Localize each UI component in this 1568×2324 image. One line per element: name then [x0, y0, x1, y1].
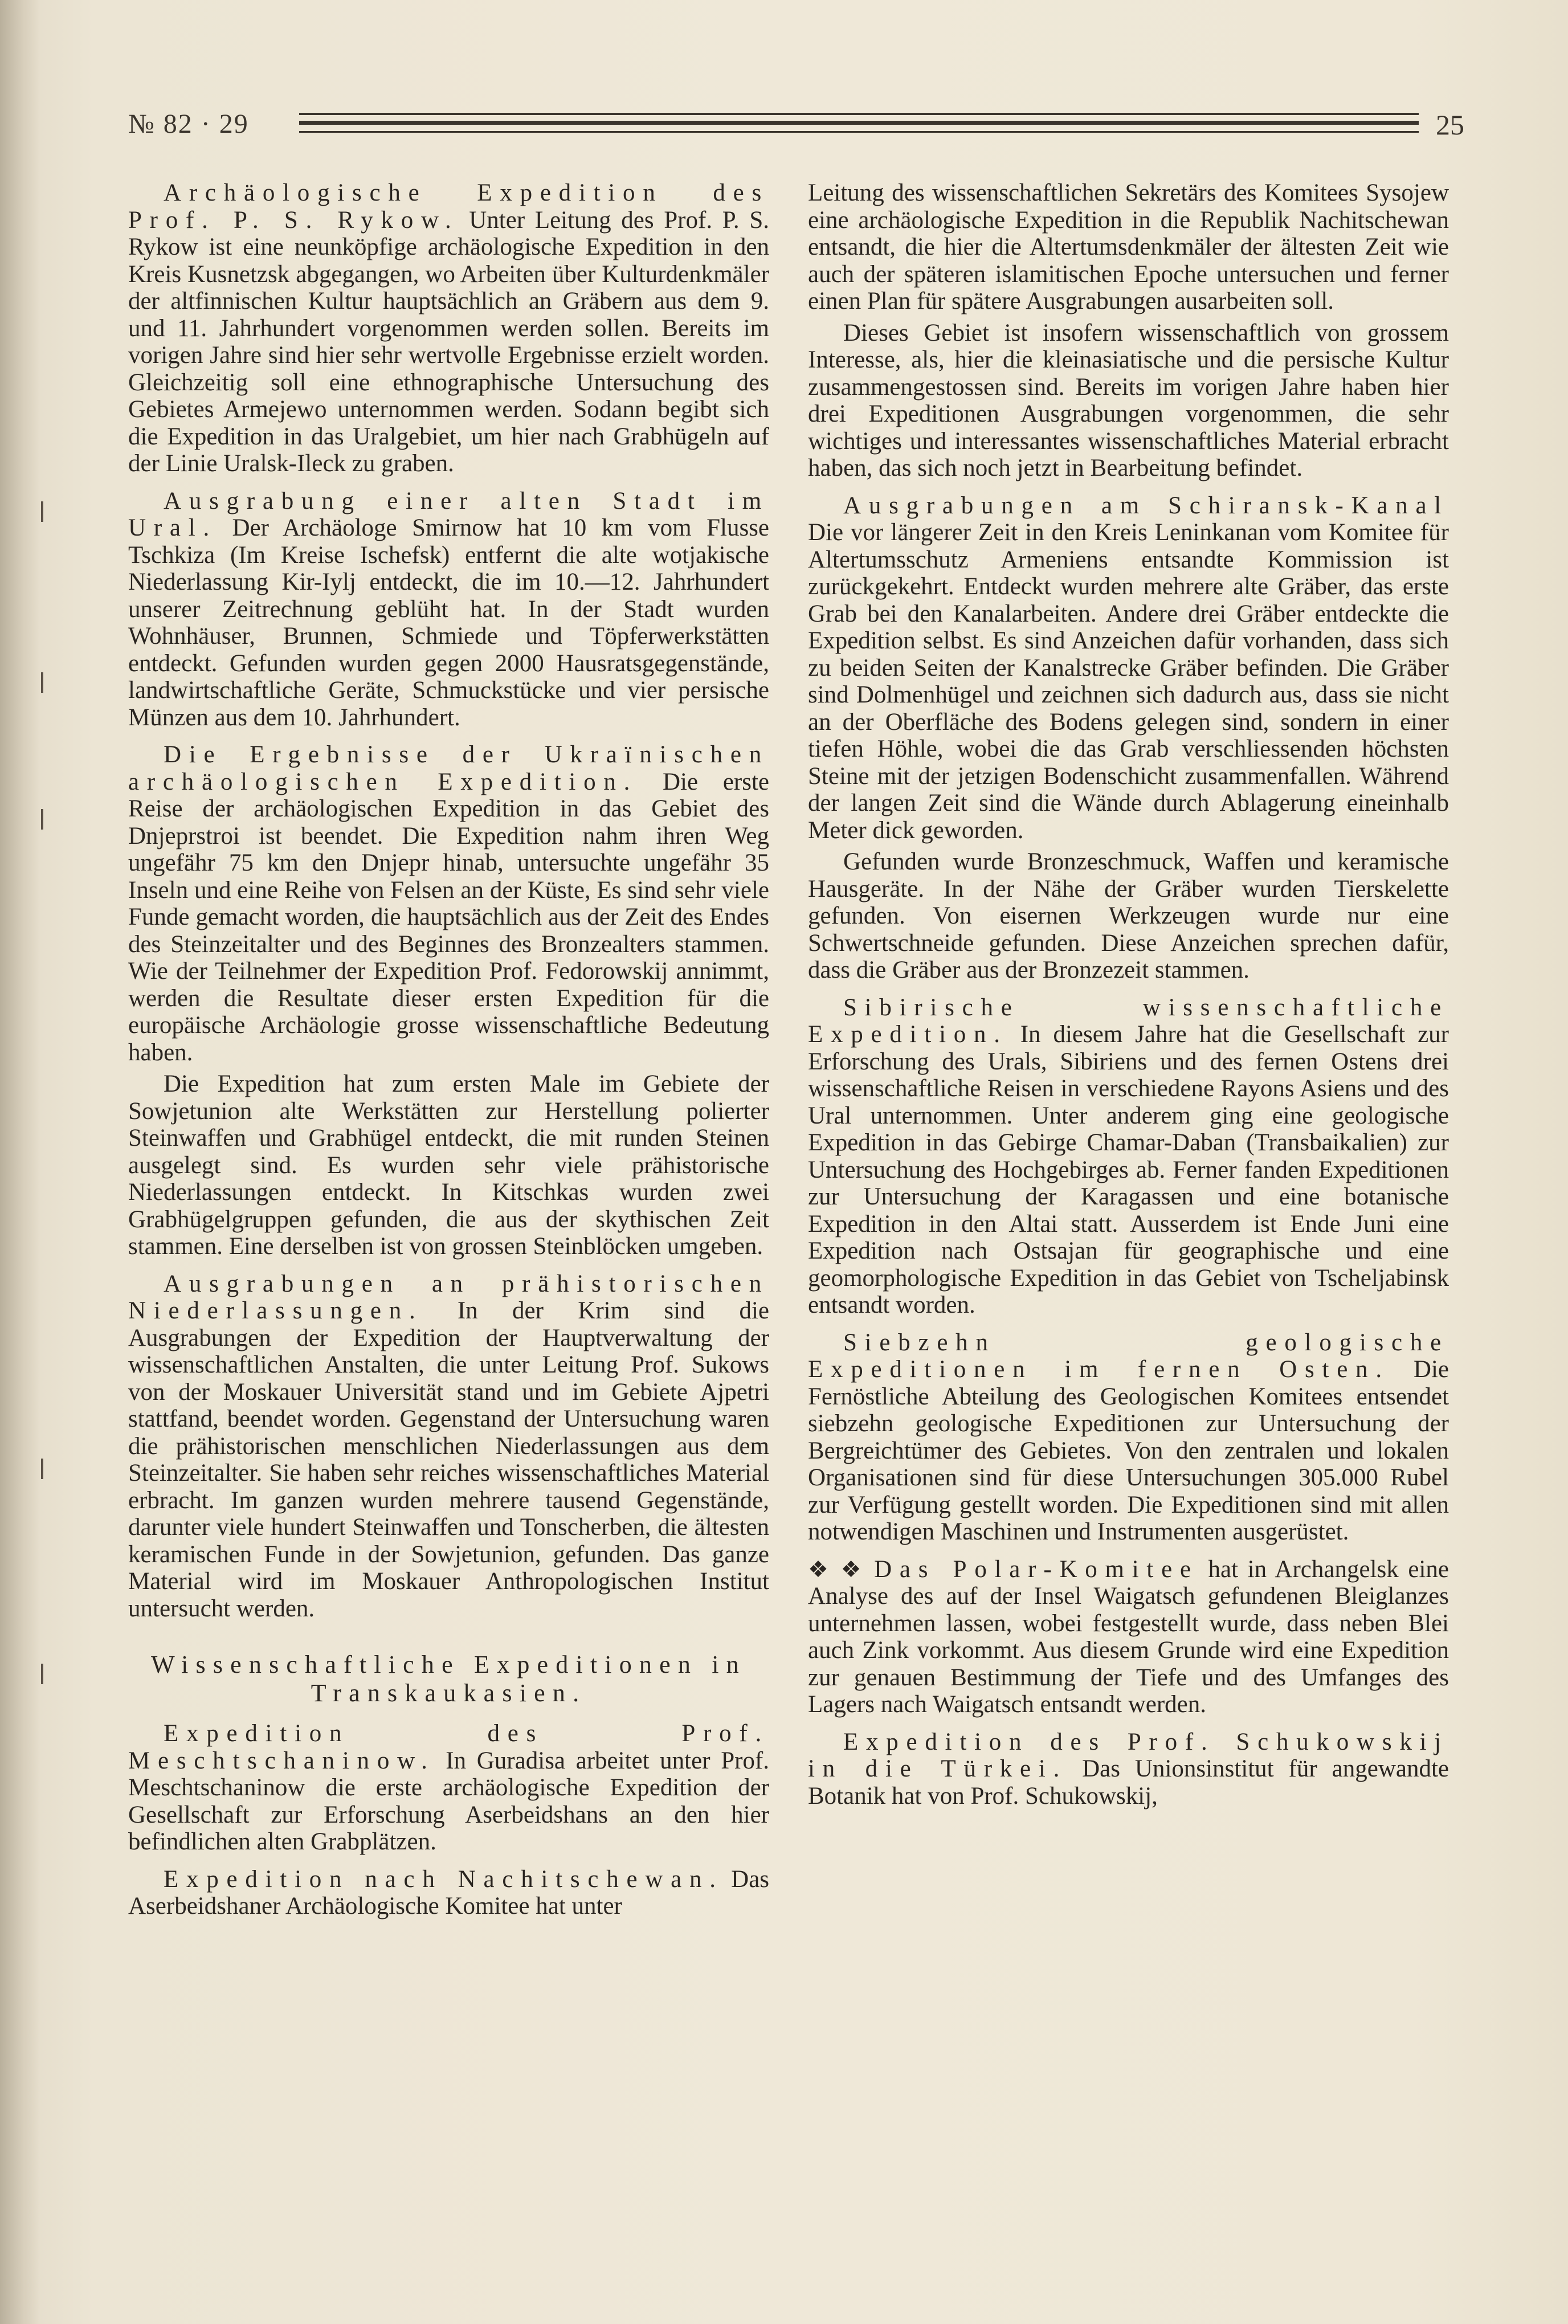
- article-paragraph: [808, 179, 1449, 315]
- header-rule: [299, 131, 1419, 133]
- article-paragraph: [128, 741, 769, 1066]
- section-heading-line: Wissenschaftliche Expeditionen in: [151, 1651, 746, 1678]
- right-column: [808, 179, 1449, 1820]
- article-title: Ausgrabungen an prähistorischen Niederlassungen.: [128, 1270, 769, 1324]
- article-paragraph: [128, 1866, 769, 1920]
- article-text: Gefunden wurde Bronzeschmuck, Waffen und keramische Hausgeräte. In der Nähe der Gräber wurden Tierskelette gefunden. Von eisernen Werkzeugen wurde nur eine Schwertschneide gefunden. Diese Anzeichen sprechen dafür, dass die Gräber aus der Bronzezeit stammen.: [808, 848, 1449, 983]
- article-title: Archäologische Expedition des Prof. P. S. Rykow.: [128, 179, 769, 234]
- article-text: Die erste Reise der archäologischen Expedition in das Gebiet des Dnjeprstroi ist beendet. Die Expedition nahm ihren Weg ungefähr 75 km den Dnjepr hinab, untersuchte ungefähr 35 Inseln und eine Reihe von Felsen an der Küste, Es sind sehr viele Funde gemacht worden, die hauptsächlich aus der Zeit des Endes des Steinzeitalter und des Beginnes des Bronzealters stammen. Wie der Teilnehmer der Expedition Prof. Fedorowskij annimmt, werden die Resultate dieser ersten Expedition für die europäische Archäologie grosse wissenschaftliche Bedeutung haben.: [128, 768, 769, 1066]
- article-paragraph: [128, 1071, 769, 1260]
- article-title: Ausgrabung einer alten Stadt im Ural.: [128, 487, 769, 541]
- header-rule: [299, 121, 1419, 125]
- article-text: hat in Archangelsk eine Analyse des auf der Insel Waigatsch gefundenen Bleiglanzes unternehmen lassen, wobei festgestellt wurde, dass neben Blei auch Zink vorkommt. Aus diesem Grunde wird eine Expedition zur genauen Bestimmung der Tiefe und des Umfanges des Lagers nach Waigatsch entsandt werden.: [808, 1555, 1449, 1718]
- binding-mark: [41, 809, 49, 830]
- binding-mark: [41, 1459, 49, 1479]
- section-heading: [128, 1651, 769, 1708]
- article-text: Das Unionsinstitut für angewandte Botanik hat von Prof. Schukowskij,: [808, 1755, 1449, 1810]
- header-rule: [299, 113, 1419, 115]
- article-text: Das Aserbeidshaner Archäologische Komitee hat unter: [128, 1865, 770, 1919]
- ornament-icon: ❖ ❖: [808, 1556, 865, 1582]
- article-title: Siebzehn geologische Expeditionen im fernen Osten.: [808, 1329, 1449, 1383]
- article-text: Unter Leitung des Prof. P. S. Rykow ist eine neunköpfige archäologische Expedition in den Kreis Kusnetzsk abgegangen, wo Arbeiten über Kulturdenkmäler der altfinnischen Kultur hauptsächlich an Gräbern aus dem 9. und 11. Jahrhundert vorgenommen werden sollen. Bereits im vorigen Jahre sind hier sehr wertvolle Ergebnisse erzielt worden. Gleichzeitig soll eine ethnographische Untersuchung des Gebietes Armejewo unternommen werden. Sodann begibt sich die Expedition in das Uralgebiet, um hier nach Grabhügeln auf der Linie Uralsk-Ileck zu graben.: [128, 206, 769, 477]
- article-paragraph: [808, 994, 1449, 1319]
- issue-number: № 82 · 29: [128, 109, 249, 139]
- article-text: In Guradisa arbeitet unter Prof. Meschtschaninow die erste archäologische Expedition der Gesellschaft zur Erforschung Aserbeidshans an den hier befindlichen alten Grabplätzen.: [128, 1747, 769, 1855]
- article-paragraph: [128, 179, 769, 477]
- article-paragraph: [808, 1729, 1449, 1810]
- binding-edge: [0, 0, 40, 2324]
- article-text: Die Fernöstliche Abteilung des Geologischen Komitees entsendet siebzehn geologische Expeditionen zur Untersuchung der Bergreichtümer des Gebietes. Von den zentralen und lokalen Organisationen sind für diese Untersuchungen 305.000 Rubel zur Verfügung gestellt worden. Die Expeditionen sind mit allen notwendigen Maschinen und Instrumenten ausgerüstet.: [808, 1356, 1449, 1545]
- article-text: Der Archäologe Smirnow hat 10 km vom Flusse Tschkiza (Im Kreise Ischefsk) entfernt die alte wotjakische Niederlassung Kir-Iylj entdeckt, die im 10.—12. Jahrhundert unserer Zeitrechnung geblüht hat. In der Stadt wurden Wohnhäuser, Brunnen, Schmiede und Töpferwerkstätten entdeckt. Gefunden wurden gegen 2000 Hausratsgegenstände, landwirtschaftliche Geräte, Schmuckstücke und vier persische Münzen aus dem 10. Jahrhundert.: [128, 514, 769, 731]
- article-title: Sibirische wissenschaftliche Expedition.: [808, 994, 1449, 1048]
- section-heading-line: Transkaukasien.: [311, 1679, 587, 1707]
- article-text: Die Expedition hat zum ersten Male im Gebiete der Sowjetunion alte Werkstätten zur Herstellung polierter Steinwaffen und Grabhügel entdeckt, die mit runden Steinen ausgelegt sind. Es wurden sehr viele prähistorische Niederlassungen entdeckt. In Kitschkas wurden zwei Grabhügelgruppen gefunden, die aus der skythischen Zeit stammen. Eine derselben ist von grossen Steinblöcken umgeben.: [128, 1071, 769, 1260]
- article-text: In der Krim sind die Ausgrabungen der Expedition der Hauptverwaltung der wissenschaftlichen Anstalten, die unter Leitung Prof. Sukows von der Moskauer Universität stand und im Gebiete Ajpetri stattfand, beendet worden. Gegenstand der Untersuchung waren die prähistorischen menschlichen Niederlassungen aus dem Steinzeitalter. Sie haben sehr reiches wissenschaftliches Material erbracht. Im ganzen wurden mehrere tausend Gegenstände, darunter viele hundert Steinwaffen und Tonscherben, die ältesten keramischen Funde in der Sowjetunion, gefunden. Das ganze Material wird im Moskauer Anthropologischen Institut untersucht werden.: [128, 1297, 769, 1622]
- article-paragraph: [808, 848, 1449, 984]
- left-column: [128, 179, 769, 1930]
- article-title: Die Ergebnisse der Ukraïnischen archäologischen Expedition.: [128, 741, 769, 795]
- binding-mark: [41, 1664, 49, 1684]
- article-text: Dieses Gebiet ist insofern wissenschaftlich von grossem Interesse, als, hier die kleinasiatische und die persische Kultur zusammengestossen sind. Bereits im vorigen Jahre haben hier drei Expeditionen Ausgrabungen vorgenommen, die sehr wichtiges und interessantes wissenschaftliches Material erbracht haben, das sich noch jetzt in Bearbeitung befindet.: [808, 319, 1449, 481]
- article-title: Ausgrabungen am Schiransk-Kanal: [843, 492, 1449, 519]
- article-title: Expedition nach Nachitschewan.: [164, 1865, 724, 1893]
- article-text: Leitung des wissenschaftlichen Sekretärs des Komitees Sysojew eine archäologische Expedition in die Republik Nachitschewan entsandt, die hier die Altertumsdenkmäler der ältesten Zeit wie auch der späteren islamitischen Epoche untersuchen und ferner einen Plan für spätere Ausgrabungen ausarbeiten soll.: [808, 179, 1449, 315]
- page-header: [128, 108, 1464, 148]
- article-text: In diesem Jahre hat die Gesellschaft zur Erforschung des Urals, Sibiriens und des fernen Ostens drei wissenschaftliche Reisen in verschiedene Rayons Asiens und des Ural unternommen. Unter anderem ging eine geologische Expedition in das Gebirge Chamar-Daban (Transbaikalien) zur Untersuchung des Hochgebirges ab. Ferner fanden Expeditionen zur Untersuchung der Karagassen und eine botanische Expedition in den Altai statt. Ausserdem ist Ende Juni eine Expedition nach Ostsajan für geographische und eine geomorphologische Expedition in das Gebiet von Tscheljabinsk entsandt worden.: [808, 1021, 1449, 1318]
- article-paragraph: [808, 492, 1449, 844]
- article-title: Expedition des Prof. Schukowskij in die Türkei.: [808, 1728, 1449, 1782]
- article-title: Das Polar-Komitee: [874, 1555, 1199, 1583]
- page-number: 25: [1436, 109, 1464, 141]
- article-title: Expedition des Prof. Meschtschaninow.: [128, 1720, 769, 1774]
- article-text: Die vor längerer Zeit in den Kreis Leninkanan vom Komitee für Altertumsschutz Armeniens entsandte Kommission ist zurückgekehrt. Entdeckt wurden mehrere alte Gräber, das erste Grab bei den Kanalarbeiten. Andere drei Gräber entdeckte die Expedition selbst. Es sind Anzeichen dafür vorhanden, dass sich zu beiden Seiten der Kanalstrecke Gräber befinden. Die Gräber sind Dolmenhügel und zeichnen sich dadurch aus, dass sie nicht an der Oberfläche des Bodens gelegen sind, sondern in einer tiefen Höhle, wobei die das Grab verschliessenden höchsten Steine mit der jetzigen Bodenschicht zusammenfallen. Während der langen Zeit sind die Wände durch Ablagerung eineinhalb Meter dick geworden.: [808, 519, 1449, 844]
- article-paragraph: [128, 1271, 769, 1623]
- article-paragraph: [808, 1329, 1449, 1546]
- article-paragraph: [808, 320, 1449, 482]
- article-paragraph: [808, 1556, 1449, 1718]
- article-paragraph: [128, 488, 769, 732]
- binding-mark: [41, 672, 49, 693]
- binding-mark: [41, 501, 49, 522]
- article-paragraph: [128, 1720, 769, 1856]
